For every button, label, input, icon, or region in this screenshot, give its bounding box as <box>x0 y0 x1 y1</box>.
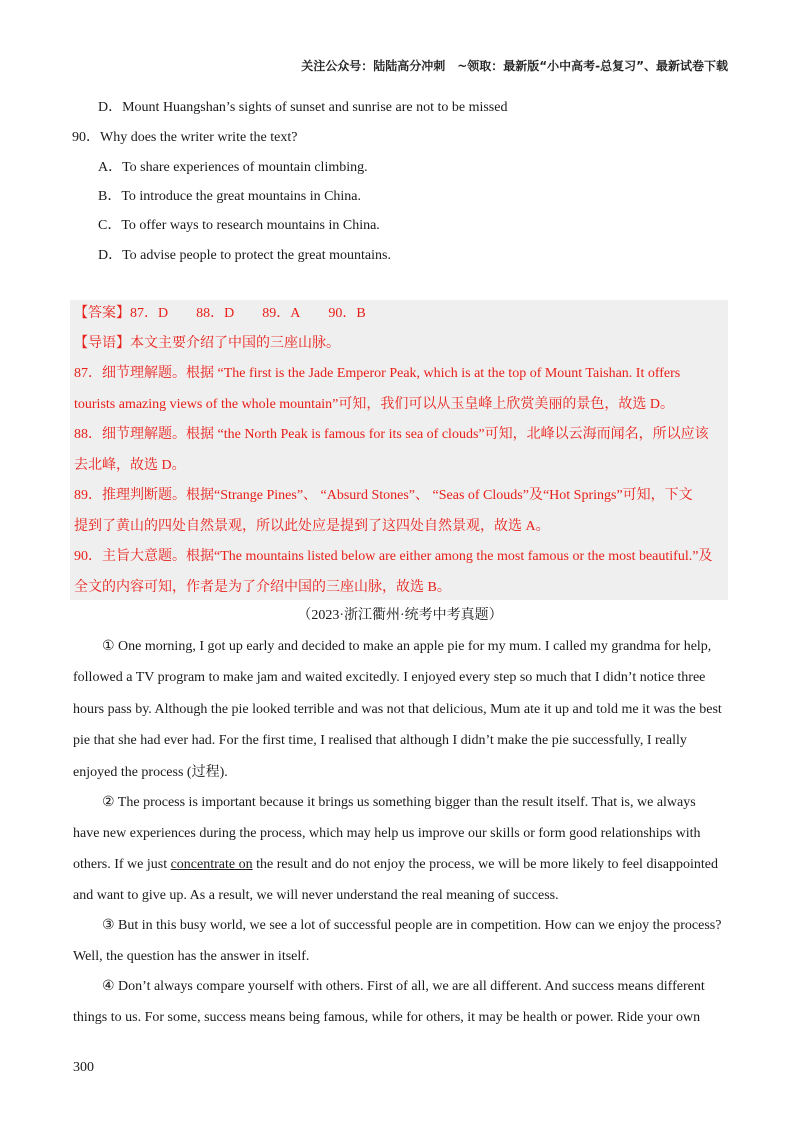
explanation-90-line2: 全文的内容可知，作者是为了介绍中国的三座山脉，故选 B。 <box>74 580 451 595</box>
para3-line1: ③ But in this busy world, we see a lot of successful people are in competition. How can we enjoy the process? <box>102 918 722 933</box>
guide-text: 本文主要介绍了中国的三座山脉。 <box>130 336 340 351</box>
para1-line3: hours pass by. Although the pie looked terrible and was not that delicious, Mum ate it up and told me it was the best <box>73 702 722 717</box>
para3-line2: Well, the question has the answer in itself. <box>73 949 310 964</box>
q89-option-d: D．Mount Huangshan’s sights of sunset and sunrise are not to be missed <box>98 100 508 115</box>
answer-90: 90．B <box>328 306 366 321</box>
explanation-87-line1: 87．细节理解题。根据 “The first is the Jade Emperor Peak, which is at the top of Mount Taishan. It offers <box>74 366 681 381</box>
q90-stem: 90．Why does the writer write the text? <box>72 130 298 145</box>
q90-option-b: B．To introduce the great mountains in China. <box>98 189 362 204</box>
passage-source: （2023·浙江衢州·统考中考真题） <box>297 608 503 623</box>
q90-option-d: D．To advise people to protect the great mountains. <box>98 248 391 263</box>
para2-line2: have new experiences during the process, which may help us improve our skills or form good relationships with <box>73 826 701 841</box>
para2-text-a: others. If we just <box>73 857 171 872</box>
para1-line1: ① One morning, I got up early and decided to make an apple pie for my mum. I called my grandma for help, <box>102 639 712 654</box>
para2-line1: ② The process is important because it brings us something bigger than the result itself. That is, we always <box>102 795 696 810</box>
answer-label: 【答案】 <box>74 306 130 321</box>
para4-line2: things to us. For some, success means being famous, while for others, it may be health or power. Ride your own <box>73 1010 701 1025</box>
guide-line <box>74 334 340 354</box>
para2-line4: and want to give up. As a result, we will never understand the real meaning of success. <box>73 888 559 903</box>
explanation-87-line2: tourists amazing views of the whole mountain”可知，我们可以从玉皇峰上欣赏美丽的景色，故选 D。 <box>74 397 674 412</box>
explanation-90-line1: 90．主旨大意题。根据“The mountains listed below are either among the most famous or the most beautiful.”及 <box>74 549 713 564</box>
answer-88: 88．D <box>196 306 235 321</box>
page-number: 300 <box>73 1060 94 1075</box>
para2-text-b: the result and do not enjoy the process, we will be more likely to feel disappointed <box>252 857 718 872</box>
q90-option-a: A．To share experiences of mountain climbing. <box>98 160 368 175</box>
explanation-89-line2: 提到了黄山的四处自然景观，所以此处应是提到了这四处自然景观，故选 A。 <box>74 519 550 534</box>
explanation-89-line1: 89．推理判断题。根据“Strange Pines”、 “Absurd Stones”、 “Seas of Clouds”及“Hot Springs”可知，下文 <box>74 488 693 503</box>
para1-line5: enjoyed the process (过程). <box>73 765 228 780</box>
guide-label: 【导语】 <box>74 336 130 351</box>
para2-line3 <box>73 855 727 875</box>
answer-87: 87．D <box>130 306 169 321</box>
explanation-88-line1: 88．细节理解题。根据 “the North Peak is famous for its sea of clouds”可知，北峰以云海而闻名，所以应该 <box>74 427 709 442</box>
answer-89: 89．A <box>262 306 301 321</box>
para1-line4: pie that she had ever had. For the first time, I realised that although I didn’t make the pie successfully, I really <box>73 733 687 748</box>
para4-line1: ④ Don’t always compare yourself with others. First of all, we are all different. And success means different <box>102 979 705 994</box>
page-header: 关注公众号：陆陆高分冲刺 ~领取：最新版“小中高考-总复习”、最新试卷下载 <box>301 59 728 73</box>
underlined-phrase: concentrate on <box>170 857 253 872</box>
explanation-88-line2: 去北峰，故选 D。 <box>74 458 186 473</box>
answer-line <box>74 304 366 324</box>
q90-option-c: C．To offer ways to research mountains in China. <box>98 218 380 233</box>
para1-line2: followed a TV program to make jam and waited excitedly. I enjoyed every step so much that I didn’t notice three <box>73 670 706 685</box>
